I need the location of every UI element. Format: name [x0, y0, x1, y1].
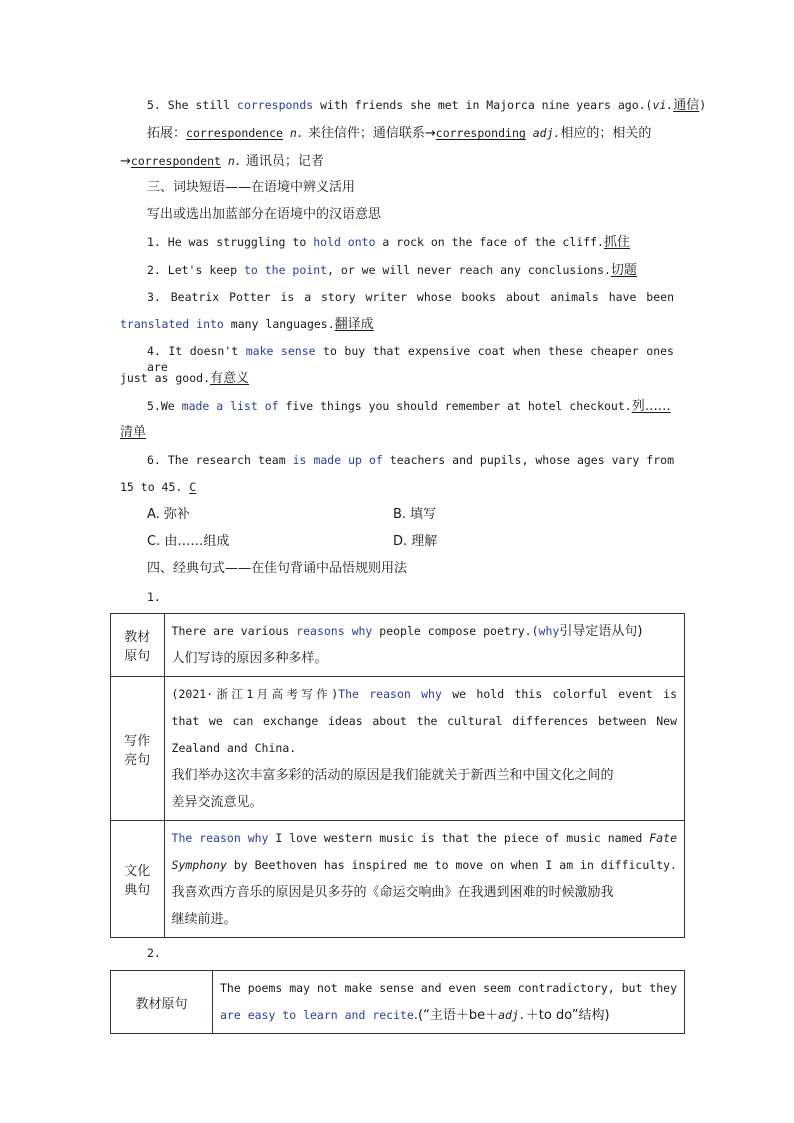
- answer: 切题: [610, 263, 637, 278]
- expansion-line-2: [120, 153, 324, 170]
- chinese-translation: 差异交流意见。: [171, 795, 263, 810]
- sentence-text: [345, 624, 352, 638]
- part-of-speech: n.: [282, 126, 304, 140]
- sentence-text: ): [699, 98, 707, 112]
- row-header: 文化典句: [111, 821, 165, 938]
- arrow-icon: →: [120, 154, 131, 169]
- highlight-word: corresponds: [237, 98, 314, 112]
- row-header: 教材原句: [111, 971, 213, 1034]
- english-sentence: [172, 681, 677, 708]
- answer: 清单: [120, 425, 147, 440]
- row-content: [164, 677, 684, 821]
- highlight-word: reasons: [296, 624, 345, 638]
- phrase-item-3-line-2: [120, 316, 374, 333]
- sentence-text: five things you should remember at hotel checkout.: [278, 399, 632, 413]
- derived-word: correspondent: [130, 154, 221, 168]
- item-number: 2.: [147, 263, 168, 277]
- highlight-phrase: make sense: [245, 344, 316, 358]
- table-row: [111, 821, 685, 938]
- phrase-item-6-line-1: [147, 452, 674, 468]
- highlight-phrase: The reason why: [338, 687, 442, 701]
- answer: 列……: [631, 399, 671, 414]
- chinese-translation: 我喜欢西方音乐的原因是贝多芬的《命运交响曲》在我遇到困难的时候激励我: [171, 885, 614, 900]
- derived-word: correspondence: [186, 126, 283, 140]
- part-of-speech: n.: [220, 154, 242, 168]
- english-sentence: [172, 852, 677, 879]
- title-text: Fate: [649, 831, 677, 845]
- phrase-item-5-line-1: [147, 398, 671, 415]
- sentence-text: a rock on the face of the cliff.: [375, 235, 604, 249]
- sentence-text: We: [160, 399, 182, 413]
- row-content: [213, 971, 685, 1034]
- part-of-speech: vi.: [652, 98, 674, 112]
- option-a: A. 弥补: [147, 507, 190, 522]
- section-4-title: 四、经典句式——在佳句背诵中品悟规则用法: [147, 561, 408, 576]
- phrase-item-1: [147, 234, 630, 251]
- item-5-line: [147, 97, 706, 114]
- sentence-text: There are various: [171, 624, 297, 638]
- part-of-speech: adj.: [525, 126, 561, 140]
- answer: 通信: [673, 98, 700, 113]
- sentence-text: The research team: [167, 453, 293, 467]
- sentence-text: just as good.: [120, 371, 211, 385]
- word-meaning: 来往信件；通信联系: [303, 126, 425, 141]
- phrase-item-3-line-1: [147, 289, 674, 305]
- highlight-phrase: is made up of: [292, 453, 383, 467]
- arrow-icon: →: [424, 126, 436, 141]
- answer: 抓住: [603, 235, 630, 250]
- grammar-note: ＋to do”结构): [525, 1008, 610, 1023]
- section-3-instruction: 写出或选出加蓝部分在语境中的汉语意思: [147, 207, 382, 222]
- highlight-phrase: hold onto: [313, 235, 376, 249]
- sentence-text: to buy that expensive coat when these cheaper ones are: [147, 344, 674, 374]
- answer: 翻译成: [334, 317, 374, 332]
- title-text: Symphony: [171, 858, 227, 872]
- item-number: 5.: [147, 399, 161, 413]
- answer: 有意义: [210, 371, 250, 386]
- sentence-table-1: [110, 613, 685, 938]
- grammar-note: .(“主语＋be＋: [413, 1008, 499, 1023]
- option-d: D. 理解: [393, 534, 438, 549]
- option-b: B. 填写: [393, 507, 437, 522]
- sentence-text: 15 to 45.: [120, 480, 190, 494]
- sentence-text: I love western music is that the piece of music named: [268, 831, 650, 845]
- chinese-translation: 继续前进。: [171, 912, 237, 927]
- sentence-number-2: 2.: [147, 946, 161, 960]
- sentence-text: The poems may not make sense and even seem contradictory, but they: [220, 981, 677, 995]
- sentence-text: teachers and pupils, whose ages vary from: [382, 453, 674, 467]
- highlight-phrase: are easy to learn and recite: [220, 1008, 414, 1022]
- section-3-title: 三、词块短语——在语境中辨义活用: [147, 180, 356, 195]
- expansion-line-1: [147, 125, 651, 142]
- source-note: (2021·浙江1月高考写作): [171, 687, 339, 701]
- item-number: 3.: [147, 290, 171, 304]
- phrase-item-4-line-2: [120, 370, 249, 387]
- phrase-item-2: [147, 262, 637, 279]
- highlight-word: why: [538, 624, 560, 638]
- english-sentence: [220, 1002, 677, 1029]
- highlight-word: why: [351, 624, 373, 638]
- table-row: [111, 677, 685, 821]
- sentence-text: Zealand and China.: [171, 741, 297, 755]
- phrase-item-6-line-2: [120, 479, 196, 495]
- sentence-text: , or we will never reach any conclusions.: [327, 263, 611, 277]
- english-sentence: [172, 825, 677, 852]
- sentence-text: many languages.: [223, 317, 335, 331]
- sentence-text: by Beethoven has inspired me to move on when I am in difficulty.: [226, 858, 677, 872]
- row-header: 教材原句: [111, 614, 165, 677]
- word-meaning: 通讯员；记者: [241, 154, 324, 169]
- highlight-phrase: The reason why: [171, 831, 269, 845]
- highlight-phrase: translated into: [120, 317, 224, 331]
- phrase-item-5-line-2: [120, 425, 146, 441]
- sentence-table-2: [110, 970, 685, 1034]
- highlight-phrase: made a list of: [181, 399, 279, 413]
- sentence-text: we hold this colorful event is: [441, 687, 678, 701]
- row-content: [164, 614, 684, 677]
- english-sentence: [172, 618, 677, 645]
- chinese-translation: 人们写诗的原因多种多样。: [171, 651, 328, 666]
- row-content: [164, 821, 684, 938]
- table-row: [111, 971, 685, 1034]
- item-number: 6.: [147, 453, 168, 467]
- sentence-text: She still: [167, 98, 238, 112]
- sentence-text: He was struggling to: [167, 235, 314, 249]
- grammar-note: 引导定语从句): [559, 624, 643, 639]
- item-number: 4.: [147, 344, 169, 358]
- sentence-text: with friends she met in Majorca nine years ago.(: [313, 98, 653, 112]
- grammar-note: adj.: [498, 1008, 526, 1022]
- sentence-number-1: 1.: [147, 590, 161, 604]
- expansion-label: 拓展：: [147, 126, 187, 141]
- sentence-text: It doesn't: [168, 344, 246, 358]
- item-number: 1.: [147, 235, 168, 249]
- sentence-text: Let's keep: [167, 263, 244, 277]
- highlight-phrase: to the point: [243, 263, 328, 277]
- sentence-text: people compose poetry.(: [372, 624, 539, 638]
- row-header: 写作亮句: [111, 677, 165, 821]
- item-number: 5.: [147, 98, 168, 112]
- sentence-text: Beatrix Potter is a story writer whose books about animals have been: [170, 290, 674, 304]
- sentence-text: that we can exchange ideas about the cultural differences between New: [171, 714, 677, 728]
- table-row: [111, 614, 685, 677]
- word-meaning: 相应的；相关的: [560, 126, 652, 141]
- chinese-translation: 我们举办这次丰富多彩的活动的原因是我们能就关于新西兰和中国文化之间的: [171, 768, 614, 783]
- option-c: C. 由……组成: [147, 534, 230, 549]
- answer: C: [189, 480, 197, 494]
- derived-word: corresponding: [435, 126, 526, 140]
